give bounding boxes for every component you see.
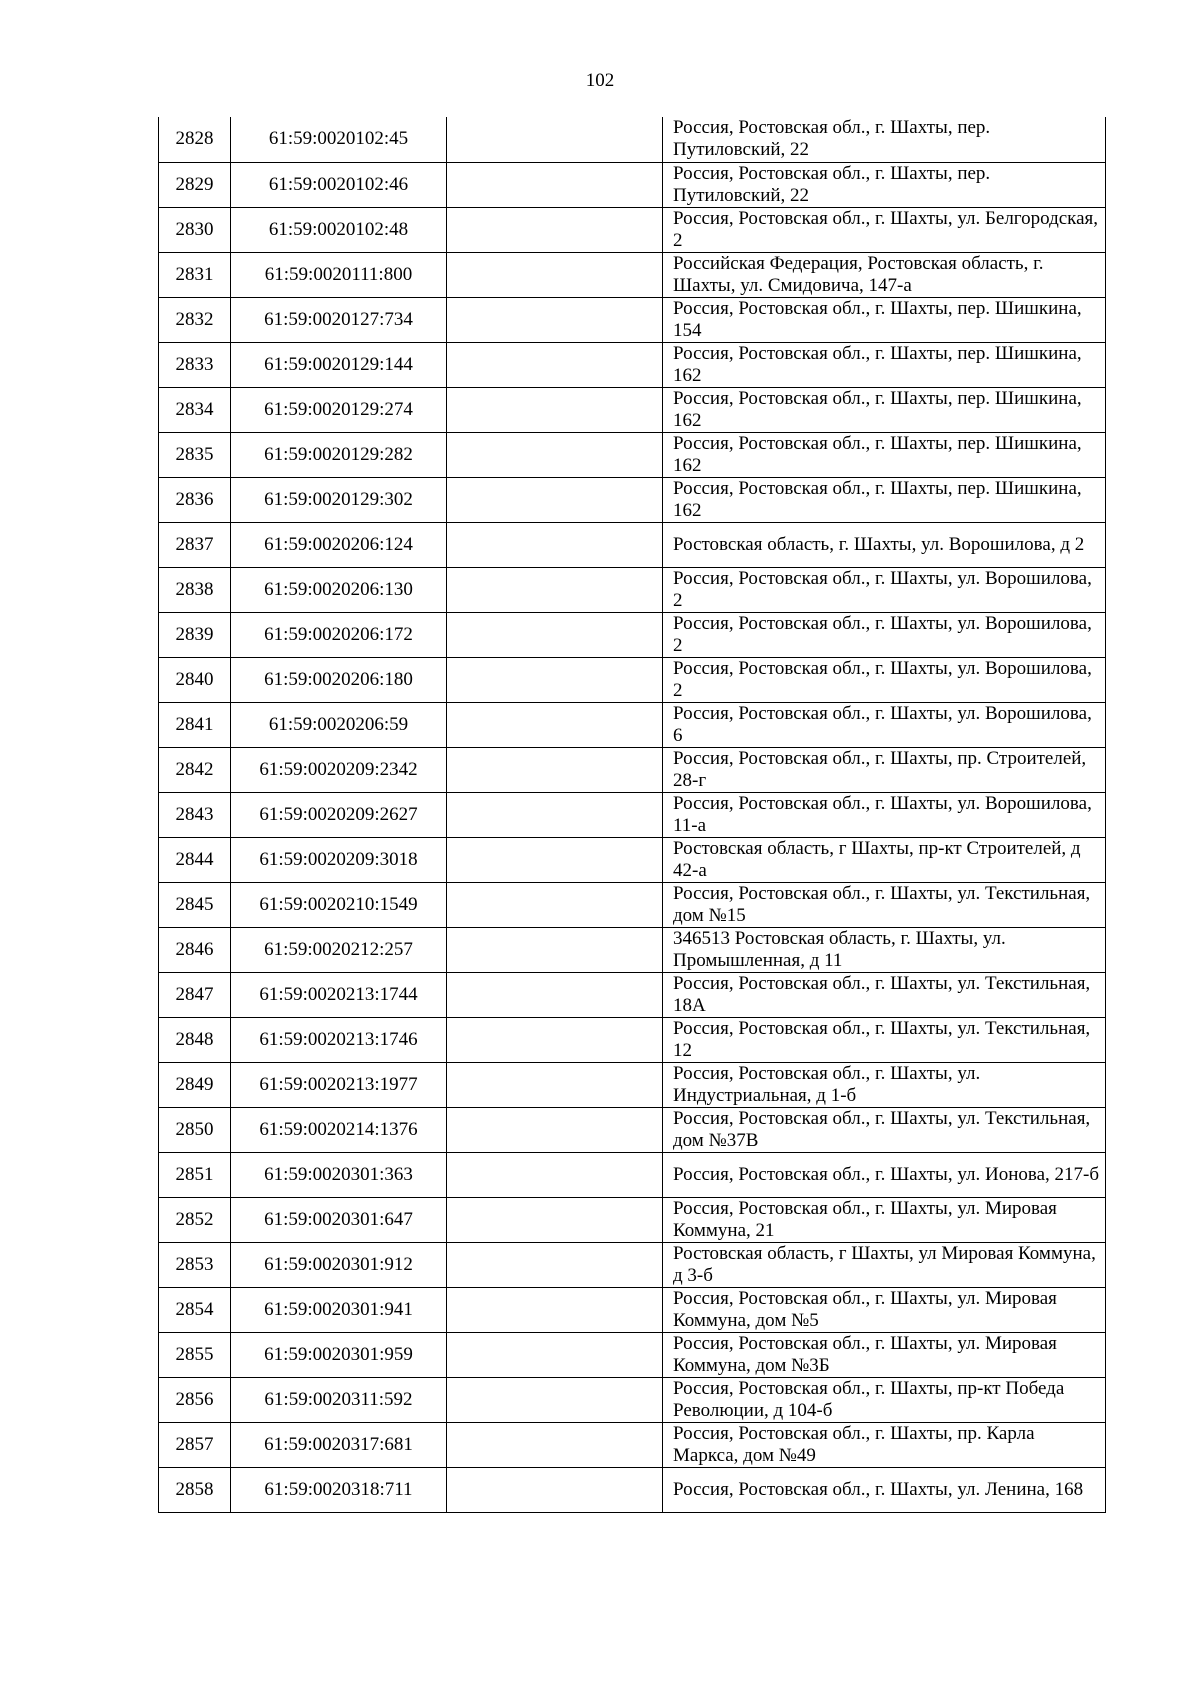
empty-cell [447,567,663,612]
empty-cell [447,162,663,207]
row-number-cell: 2834 [159,387,231,432]
row-number-cell: 2856 [159,1377,231,1422]
row-number-cell: 2837 [159,522,231,567]
table-row [159,1107,1106,1152]
row-number-cell: 2846 [159,927,231,972]
cadastral-number-cell: 61:59:0020129:302 [231,477,447,522]
address-cell: Ростовская область, г Шахты, ул Мировая Коммуна, д 3-б [663,1242,1106,1287]
empty-cell [447,387,663,432]
cadastral-number-cell: 61:59:0020206:172 [231,612,447,657]
row-number-cell: 2835 [159,432,231,477]
address-cell: Россия, Ростовская обл., г. Шахты, ул. Ворошилова, 2 [663,567,1106,612]
cadastral-number-cell: 61:59:0020206:180 [231,657,447,702]
address-cell: Россия, Ростовская обл., г. Шахты, пер. Путиловский, 22 [663,162,1106,207]
table-row [159,297,1106,342]
empty-cell [447,1017,663,1062]
empty-cell [447,747,663,792]
register-table-body [159,117,1106,1512]
empty-cell [447,927,663,972]
table-row [159,207,1106,252]
cadastral-number-cell: 61:59:0020318:711 [231,1467,447,1512]
address-cell: Россия, Ростовская обл., г. Шахты, ул. Ленина, 168 [663,1467,1106,1512]
cadastral-number-cell: 61:59:0020129:144 [231,342,447,387]
cadastral-number-cell: 61:59:0020210:1549 [231,882,447,927]
table-row [159,702,1106,747]
table-row [159,1377,1106,1422]
cadastral-number-cell: 61:59:0020213:1746 [231,1017,447,1062]
row-number-cell: 2840 [159,657,231,702]
empty-cell [447,1062,663,1107]
cadastral-number-cell: 61:59:0020301:647 [231,1197,447,1242]
cadastral-number-cell: 61:59:0020111:800 [231,252,447,297]
table-row [159,1197,1106,1242]
page-number: 102 [585,70,615,91]
empty-cell [447,1467,663,1512]
empty-cell [447,432,663,477]
empty-cell [447,207,663,252]
row-number-cell: 2848 [159,1017,231,1062]
empty-cell [447,1107,663,1152]
row-number-cell: 2847 [159,972,231,1017]
table-row [159,612,1106,657]
cadastral-number-cell: 61:59:0020206:130 [231,567,447,612]
address-cell: Россия, Ростовская обл., г. Шахты, ул. Ионова, 217-б [663,1152,1106,1197]
table-row [159,1062,1106,1107]
cadastral-number-cell: 61:59:0020209:2627 [231,792,447,837]
table-row [159,432,1106,477]
address-cell: Россия, Ростовская обл., г. Шахты, ул. Ворошилова, 6 [663,702,1106,747]
table-row [159,1152,1106,1197]
table-row [159,927,1106,972]
register-table [158,117,1106,1513]
row-number-cell: 2841 [159,702,231,747]
empty-cell [447,882,663,927]
table-row [159,792,1106,837]
empty-cell [447,1197,663,1242]
cadastral-number-cell: 61:59:0020301:941 [231,1287,447,1332]
row-number-cell: 2858 [159,1467,231,1512]
table-row [159,567,1106,612]
address-cell: Россия, Ростовская обл., г. Шахты, ул. Текстильная, 12 [663,1017,1106,1062]
empty-cell [447,1377,663,1422]
empty-cell [447,612,663,657]
address-cell: Россия, Ростовская обл., г. Шахты, ул. Текстильная, дом №37В [663,1107,1106,1152]
row-number-cell: 2854 [159,1287,231,1332]
address-cell: Россия, Ростовская обл., г. Шахты, ул. Мировая Коммуна, дом №5 [663,1287,1106,1332]
empty-cell [447,1287,663,1332]
cadastral-number-cell: 61:59:0020206:124 [231,522,447,567]
cadastral-number-cell: 61:59:0020129:274 [231,387,447,432]
address-cell: Россия, Ростовская обл., г. Шахты, ул. Ворошилова, 2 [663,657,1106,702]
address-cell: Россия, Ростовская обл., г. Шахты, ул. Ворошилова, 11-а [663,792,1106,837]
cadastral-number-cell: 61:59:0020129:282 [231,432,447,477]
address-cell: Россия, Ростовская обл., г. Шахты, ул. Индустриальная, д 1-б [663,1062,1106,1107]
row-number-cell: 2829 [159,162,231,207]
cadastral-number-cell: 61:59:0020102:48 [231,207,447,252]
cadastral-number-cell: 61:59:0020209:2342 [231,747,447,792]
empty-cell [447,117,663,162]
row-number-cell: 2839 [159,612,231,657]
table-row [159,342,1106,387]
cadastral-number-cell: 61:59:0020317:681 [231,1422,447,1467]
row-number-cell: 2853 [159,1242,231,1287]
row-number-cell: 2844 [159,837,231,882]
cadastral-number-cell: 61:59:0020301:363 [231,1152,447,1197]
empty-cell [447,522,663,567]
row-number-cell: 2855 [159,1332,231,1377]
empty-cell [447,297,663,342]
empty-cell [447,1422,663,1467]
address-cell: Российская Федерация, Ростовская область, г. Шахты, ул. Смидовича, 147-а [663,252,1106,297]
address-cell: Россия, Ростовская обл., г. Шахты, пр-кт Победа Революции, д 104-б [663,1377,1106,1422]
table-row [159,1422,1106,1467]
address-cell: Россия, Ростовская обл., г. Шахты, пр. Карла Маркса, дом №49 [663,1422,1106,1467]
empty-cell [447,477,663,522]
address-cell: Россия, Ростовская обл., г. Шахты, пер. Шишкина, 162 [663,342,1106,387]
table-row [159,882,1106,927]
table-row [159,252,1106,297]
address-cell: Россия, Ростовская обл., г. Шахты, пер. Путиловский, 22 [663,117,1106,162]
address-cell: Россия, Ростовская обл., г. Шахты, ул. Мировая Коммуна, дом №3Б [663,1332,1106,1377]
row-number-cell: 2845 [159,882,231,927]
empty-cell [447,837,663,882]
empty-cell [447,972,663,1017]
table-row [159,837,1106,882]
row-number-cell: 2833 [159,342,231,387]
row-number-cell: 2851 [159,1152,231,1197]
empty-cell [447,252,663,297]
table-row [159,387,1106,432]
address-cell: 346513 Ростовская область, г. Шахты, ул. Промышленная, д 11 [663,927,1106,972]
table-row [159,747,1106,792]
table-row [159,657,1106,702]
register-table-container [158,117,1106,1513]
empty-cell [447,657,663,702]
address-cell: Россия, Ростовская обл., г. Шахты, пр. Строителей, 28-г [663,747,1106,792]
empty-cell [447,702,663,747]
table-row [159,117,1106,162]
address-cell: Россия, Ростовская обл., г. Шахты, пер. Шишкина, 154 [663,297,1106,342]
cadastral-number-cell: 61:59:0020102:46 [231,162,447,207]
table-row [159,477,1106,522]
empty-cell [447,1242,663,1287]
empty-cell [447,1152,663,1197]
cadastral-number-cell: 61:59:0020213:1977 [231,1062,447,1107]
table-row [159,1332,1106,1377]
row-number-cell: 2852 [159,1197,231,1242]
row-number-cell: 2828 [159,117,231,162]
cadastral-number-cell: 61:59:0020301:959 [231,1332,447,1377]
address-cell: Ростовская область, г Шахты, пр-кт Строителей, д 42-а [663,837,1106,882]
row-number-cell: 2843 [159,792,231,837]
row-number-cell: 2832 [159,297,231,342]
table-row [159,1017,1106,1062]
cadastral-number-cell: 61:59:0020311:592 [231,1377,447,1422]
cadastral-number-cell: 61:59:0020206:59 [231,702,447,747]
cadastral-number-cell: 61:59:0020102:45 [231,117,447,162]
address-cell: Россия, Ростовская обл., г. Шахты, ул. Белгородская, 2 [663,207,1106,252]
table-row [159,972,1106,1017]
address-cell: Россия, Ростовская обл., г. Шахты, пер. Шишкина, 162 [663,432,1106,477]
address-cell: Россия, Ростовская обл., г. Шахты, ул. Текстильная, дом №15 [663,882,1106,927]
row-number-cell: 2836 [159,477,231,522]
address-cell: Россия, Ростовская обл., г. Шахты, ул. Мировая Коммуна, 21 [663,1197,1106,1242]
row-number-cell: 2831 [159,252,231,297]
table-row [159,162,1106,207]
address-cell: Россия, Ростовская обл., г. Шахты, пер. Шишкина, 162 [663,387,1106,432]
address-cell: Россия, Ростовская обл., г. Шахты, пер. Шишкина, 162 [663,477,1106,522]
row-number-cell: 2849 [159,1062,231,1107]
address-cell: Россия, Ростовская обл., г. Шахты, ул. Текстильная, 18А [663,972,1106,1017]
address-cell: Ростовская область, г. Шахты, ул. Ворошилова, д 2 [663,522,1106,567]
cadastral-number-cell: 61:59:0020212:257 [231,927,447,972]
row-number-cell: 2850 [159,1107,231,1152]
cadastral-number-cell: 61:59:0020127:734 [231,297,447,342]
row-number-cell: 2830 [159,207,231,252]
table-row [159,522,1106,567]
table-row [159,1242,1106,1287]
address-cell: Россия, Ростовская обл., г. Шахты, ул. Ворошилова, 2 [663,612,1106,657]
empty-cell [447,342,663,387]
table-row [159,1467,1106,1512]
cadastral-number-cell: 61:59:0020209:3018 [231,837,447,882]
row-number-cell: 2842 [159,747,231,792]
row-number-cell: 2857 [159,1422,231,1467]
empty-cell [447,1332,663,1377]
table-row [159,1287,1106,1332]
cadastral-number-cell: 61:59:0020301:912 [231,1242,447,1287]
row-number-cell: 2838 [159,567,231,612]
cadastral-number-cell: 61:59:0020213:1744 [231,972,447,1017]
empty-cell [447,792,663,837]
cadastral-number-cell: 61:59:0020214:1376 [231,1107,447,1152]
